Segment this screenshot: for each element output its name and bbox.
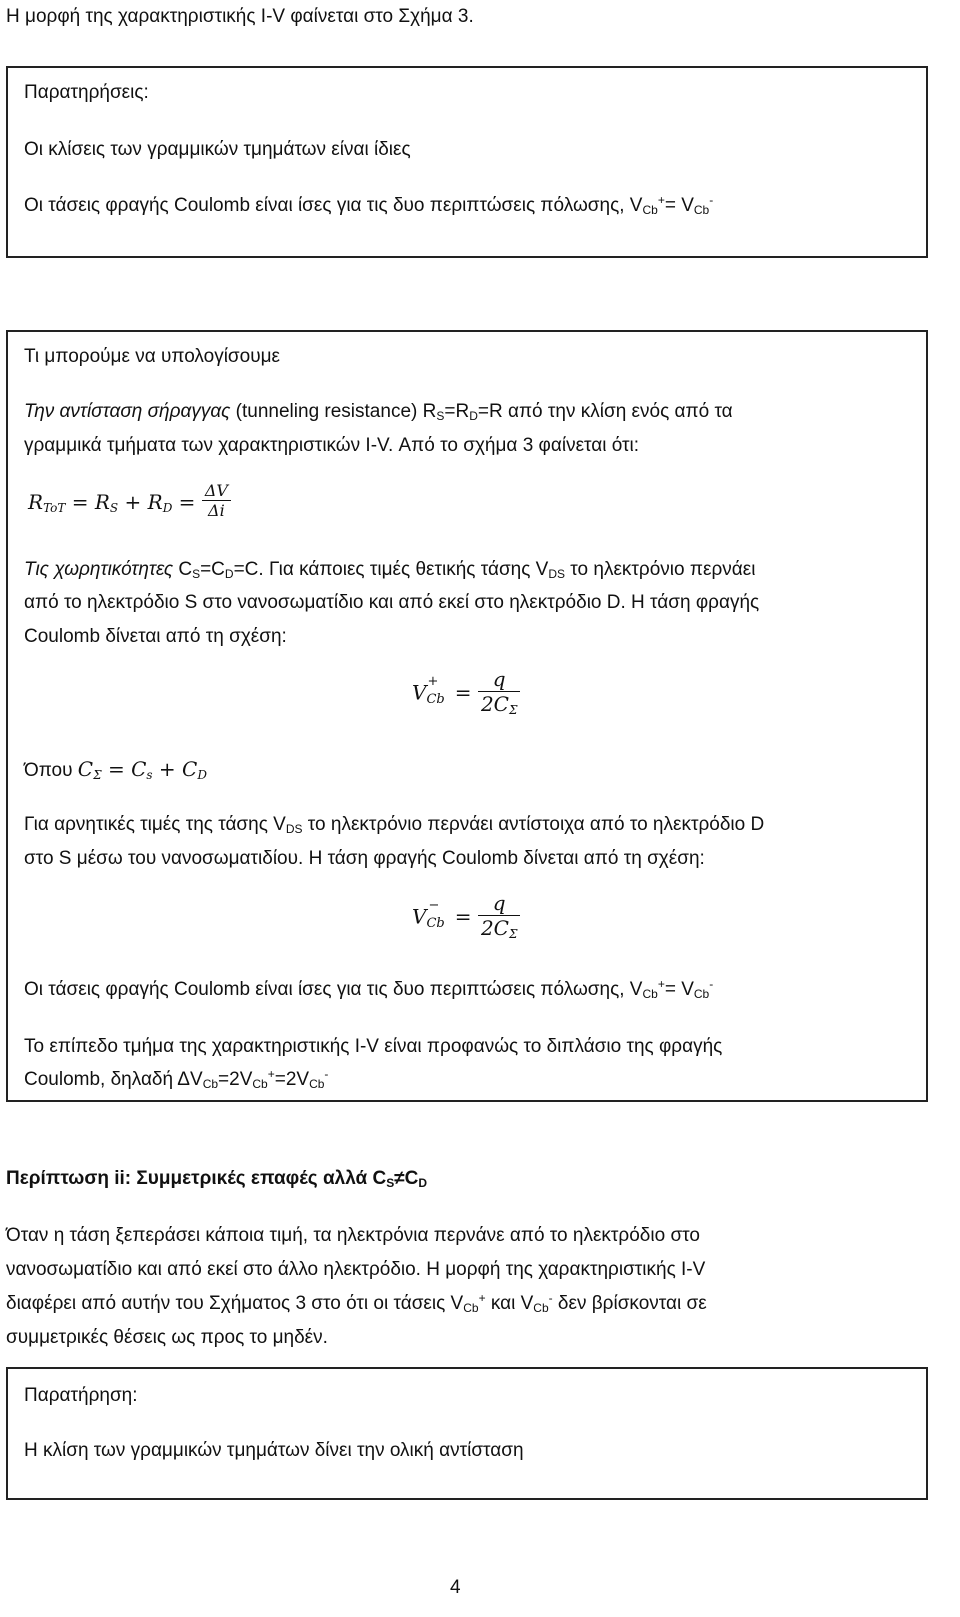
negative-voltage-paragraph-line-2: στο S μέσω του νανοσωματιδίου. Η τάση φραγής Coulomb δίνεται από τη σχέση: <box>24 848 705 869</box>
q-over-2c-fraction: $\frac{q}{2C_\Sigma}$ <box>478 668 521 716</box>
negative-voltage-paragraph-line-1: Για αρνητικές τιμές της τάσης $V_{DS}$ το ηλεκτρόνιο περνάει αντίστοιχα από το ηλεκτρόδιο D <box>24 814 765 836</box>
capacitance-paragraph-line-1: Τις χωρητικότητες $C_S=C_D=C$. Για κάποιες τιμές θετικής τάσης $V_{DS}$ το ηλεκτρόνιο περνάει <box>24 559 756 581</box>
observation-line-2: Οι τάσεις φραγής Coulomb είναι ίσες για τις δυο περιπτώσεις πόλωσης, $V_{Cb}^+= V_{Cb}^-$ <box>24 193 714 217</box>
equal-blockade-line: Οι τάσεις φραγής Coulomb είναι ίσες για τις δυο περιπτώσεις πόλωσης, $V_{Cb}^+= V_{Cb}^-$ <box>24 977 714 1001</box>
case-ii-line-4: συμμετρικές θέσεις ως προς το μηδέν. <box>6 1327 328 1348</box>
capacitance-paragraph-line-3: Coulomb δίνεται από τη σχέση: <box>24 626 287 647</box>
observation-line-1: Οι κλίσεις των γραμμικών τμημάτων είναι ίδιες <box>24 139 411 160</box>
case-ii-heading: Περίπτωση ii: Συμμετρικές επαφές αλλά $C_S\ne C_D$ <box>6 1168 428 1190</box>
total-resistance-equation: $R_{ToT} = R_S + R_D$ = $\frac{\Delta V}{\Delta i}$ <box>28 484 231 523</box>
where-line: Όπου $C_\Sigma = C_s + C_D$ <box>24 757 207 782</box>
calculation-box <box>6 330 928 1102</box>
capacitance-paragraph-line-2: από το ηλεκτρόδιο S στο νανοσωματίδιο και από εκεί στο ηλεκτρόδιο D. Η τάση φραγής <box>24 592 760 613</box>
observation-heading: Παρατήρηση: <box>24 1385 138 1406</box>
observation-text: Η κλίση των γραμμικών τμημάτων δίνει την ολική αντίσταση <box>24 1440 524 1461</box>
calculation-heading: Τι μπορούμε να υπολογίσουμε <box>24 346 281 367</box>
page-number: 4 <box>450 1577 461 1598</box>
observations-box <box>6 66 928 258</box>
case-ii-line-3: διαφέρει από αυτήν του Σχήματος 3 στο ότι οι τάσεις $V_{Cb}^+$ και $V_{Cb}^-$ δεν βρίσκονται σε <box>6 1291 707 1315</box>
intro-line: Η μορφή της χαρακτηριστικής I-V φαίνεται στο Σχήμα 3. <box>6 6 474 27</box>
case-ii-line-2: νανοσωματίδιο και από εκεί στο άλλο ηλεκτρόδιο. Η μορφή της χαρακτηριστικής I-V <box>6 1259 706 1280</box>
positive-coulomb-blockade-equation: V + Cb = $\frac{q}{2C_\Sigma}$ <box>412 670 520 718</box>
q-over-2c-fraction-2: $\frac{q}{2C_\Sigma}$ <box>478 892 521 940</box>
negative-coulomb-blockade-equation: V − Cb = $\frac{q}{2C_\Sigma}$ <box>412 894 520 942</box>
plateau-paragraph-line-1: Το επίπεδο τμήμα της χαρακτηριστικής I-V είναι προφανώς το διπλάσιο της φραγής <box>24 1036 723 1057</box>
plateau-paragraph-line-2: Coulomb, δηλαδή $\Delta V_{Cb}=2V_{Cb}^+=2V_{Cb}^-$ <box>24 1067 329 1091</box>
case-ii-line-1: Όταν η τάση ξεπεράσει κάποια τιμή, τα ηλεκτρόνια περνάνε από το ηλεκτρόδιο στο <box>6 1225 700 1246</box>
observations-heading: Παρατηρήσεις: <box>24 82 149 103</box>
resistance-paragraph-line-2: γραμμικά τμήματα των χαρακτηριστικών I-V. Από το σχήμα 3 φαίνεται ότι: <box>24 435 640 456</box>
dv-di-fraction: $\frac{\Delta V}{\Delta i}$ <box>202 482 231 521</box>
observation-box <box>6 1367 928 1500</box>
resistance-paragraph-line-1: Την αντίσταση σήραγγας (tunneling resistance) $R_S=R_D=R$ από την κλίση ενός από τα <box>24 401 733 423</box>
